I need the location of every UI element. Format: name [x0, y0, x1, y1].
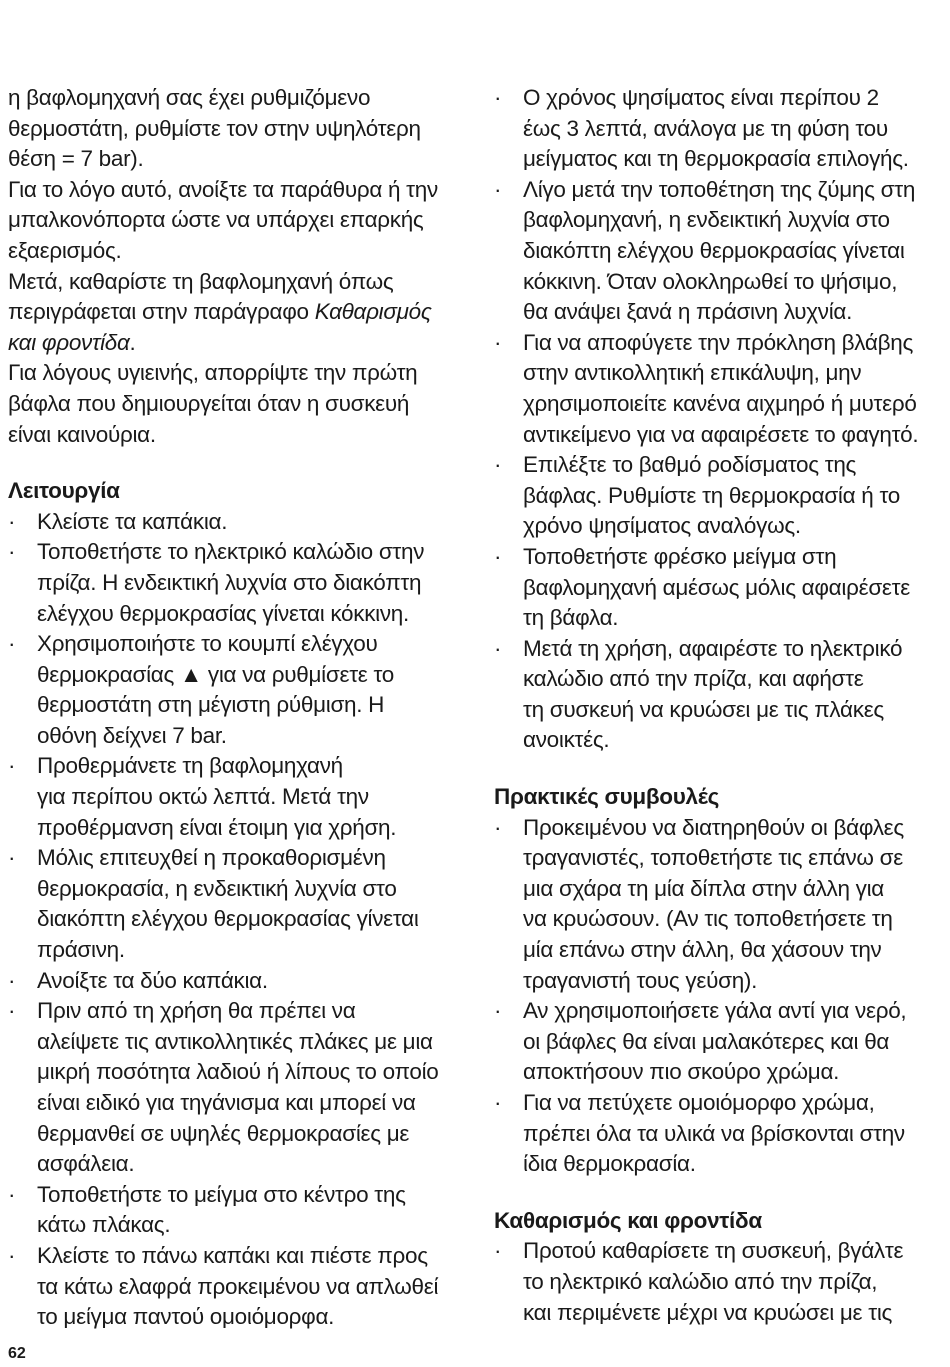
- bullet-icon: ·: [8, 631, 16, 657]
- text-line: θερμανθεί σε υψηλές θερμοκρασίες με: [37, 1120, 410, 1146]
- text-line: χρόνο ψησίματος αναλόγως.: [523, 513, 801, 539]
- text-fragment: .: [129, 329, 136, 355]
- list-item: [494, 634, 934, 756]
- text-line: [8, 330, 136, 355]
- text-line: Για λόγους υγιεινής, απορρίψτε την πρώτη: [8, 360, 418, 386]
- section-heading-operation: Λειτουργία: [8, 478, 120, 504]
- text-line: να κρυώσουν. (Αν τις τοποθετήσετε τη: [523, 906, 893, 932]
- bullet-icon: ·: [494, 543, 502, 569]
- list-item: [8, 537, 458, 629]
- text-line: βαφλομηχανή, η ενδεικτική λυχνία στο: [523, 207, 890, 233]
- bullet-icon: ·: [494, 635, 502, 661]
- bullet-icon: ·: [494, 1090, 502, 1115]
- text-line: μπαλκονόπορτα ώστε να υπάρχει επαρκής: [8, 207, 424, 233]
- text-line: Λίγο μετά την τοποθέτηση της ζύμης στη: [523, 176, 916, 202]
- bullet-icon: ·: [494, 814, 502, 840]
- text-line: Για να πετύχετε ομοιόμορφο χρώμα,: [523, 1090, 875, 1115]
- text-line: εξαερισμός.: [8, 237, 122, 263]
- left-column: [8, 83, 458, 1333]
- text-line: κόκκινη. Όταν ολοκληρωθεί το ψήσιμο,: [523, 268, 898, 294]
- bullet-icon: ·: [8, 508, 16, 534]
- text-line: τη συσκευή να κρυώσει με τις πλάκες: [523, 696, 884, 722]
- text-line: μείγματος και τη θερμοκρασία επιλογής.: [523, 146, 909, 172]
- bullet-icon: ·: [494, 452, 502, 478]
- text-line: Αν χρησιμοποιήσετε γάλα αντί για νερό,: [523, 998, 907, 1024]
- text-line: το μείγμα παντού ομοιόμορφα.: [37, 1304, 335, 1330]
- text-line: το ηλεκτρικό καλώδιο από την πρίζα,: [523, 1268, 878, 1294]
- text-line: Για το λόγο αυτό, ανοίξτε τα παράθυρα ή την: [8, 176, 438, 202]
- list-item: [494, 813, 934, 997]
- bullet-icon: ·: [8, 845, 16, 871]
- list-item: [8, 966, 458, 997]
- text-line: [8, 299, 432, 324]
- text-line: μία επάνω στην άλλη, θα χάσουν την: [523, 937, 882, 963]
- page-number: 62: [8, 1345, 26, 1362]
- list-item: [494, 175, 934, 328]
- text-line: θερμοκρασία, η ενδεικτική λυχνία στο: [37, 875, 397, 901]
- text-line: πρίζα. Η ενδεικτική λυχνία στο διακόπτη: [37, 569, 422, 595]
- text-line: θερμοστάτη, ρυθμίστε τον στην υψηλότερη: [8, 115, 421, 141]
- list-item: [8, 629, 458, 751]
- text-line: Τοποθετήστε το μείγμα στο κέντρο της: [37, 1181, 406, 1207]
- text-line: Προτού καθαρίσετε τη συσκευή, βγάλτε: [523, 1238, 904, 1264]
- text-line: ασφάλεια.: [37, 1151, 135, 1177]
- text-line: προθέρμανση είναι έτοιμη για χρήση.: [37, 814, 397, 840]
- list-item: [8, 843, 458, 965]
- text-line: θερμοστάτη στη μέγιστη ρύθμιση. Η: [37, 692, 385, 718]
- text-line: ελέγχου θερμοκρασίας γίνεται κόκκινη.: [37, 600, 409, 626]
- text-line: τραγανιστή τους γεύση).: [523, 967, 758, 993]
- text-line: θέση = 7 bar).: [8, 146, 144, 172]
- text-line: μικρή ποσότητα λαδιού ή λίπους το οποίο: [37, 1059, 439, 1085]
- list-item: [494, 450, 934, 542]
- text-line: είναι καινούρια.: [8, 421, 156, 447]
- tips-list: [494, 813, 934, 1180]
- text-line: χρησιμοποιείτε κανένα αιχμηρό ή μυτερό: [523, 390, 917, 416]
- bullet-icon: ·: [494, 329, 502, 355]
- text-line: Τοποθετήστε το ηλεκτρικό καλώδιο στην: [37, 539, 425, 565]
- list-item: [494, 83, 934, 175]
- bullet-icon: ·: [494, 998, 502, 1024]
- list-item: [494, 996, 934, 1088]
- list-item: [494, 1236, 934, 1328]
- text-line: κάτω πλάκας.: [37, 1212, 171, 1238]
- bullet-icon: ·: [494, 85, 502, 110]
- text-line: Τοποθετήστε φρέσκο μείγμα στη: [523, 543, 837, 569]
- text-line: Ανοίξτε τα δύο καπάκια.: [37, 967, 268, 993]
- operation-list-continued: [494, 83, 934, 756]
- text-line: Κλείστε το πάνω καπάκι και πιέστε προς: [37, 1242, 428, 1268]
- text-line: στην αντικολλητική επικάλυψη, μην: [523, 360, 862, 386]
- list-item: [494, 542, 934, 634]
- text-line: πρέπει όλα τα υλικά να βρίσκονται στην: [523, 1120, 905, 1146]
- text-line: Μόλις επιτευχθεί η προκαθορισμένη: [37, 845, 386, 871]
- text-line: τραγανιστές, τοποθετήστε τις επάνω σε: [523, 845, 903, 871]
- cleaning-list: [494, 1236, 934, 1328]
- text-line: βαφλομηχανή αμέσως μόλις αφαιρέσετε: [523, 574, 910, 600]
- bullet-icon: ·: [494, 176, 502, 202]
- bullet-icon: ·: [8, 967, 16, 993]
- text-line: βάφλας. Ρυθμίστε τη θερμοκρασία ή το: [523, 482, 900, 508]
- list-item: [8, 996, 458, 1180]
- text-line: οι βάφλες θα είναι μαλακότερες και θα: [523, 1028, 890, 1054]
- text-line: διακόπτη ελέγχου θερμοκρασίας γίνεται: [523, 237, 905, 263]
- list-item: [494, 1088, 934, 1180]
- text-line: ίδια θερμοκρασία.: [523, 1151, 696, 1177]
- list-item: [8, 507, 458, 538]
- text-line: Προκειμένου να διατηρηθούν οι βάφλες: [523, 814, 904, 840]
- text-line: αποκτήσουν πιο σκούρο χρώμα.: [523, 1059, 840, 1085]
- section-heading-tips: Πρακτικές συμβουλές: [494, 784, 719, 810]
- text-line: αντικείμενο για να αφαιρέσετε το φαγητό.: [523, 421, 919, 447]
- text-line: είναι ειδικό για τηγάνισμα και μπορεί να: [37, 1090, 416, 1115]
- text-line: βάφλα που δημιουργείται όταν η συσκευή: [8, 390, 410, 416]
- section-heading-cleaning: Καθαρισμός και φροντίδα: [494, 1207, 762, 1233]
- text-line: καλώδιο από την πρίζα, και αφήστε: [523, 666, 864, 692]
- bullet-icon: ·: [8, 1181, 16, 1207]
- list-item: [8, 1180, 458, 1241]
- text-line: ανοικτές.: [523, 727, 610, 753]
- bullet-icon: ·: [8, 998, 16, 1024]
- text-line: Μετά, καθαρίστε τη βαφλομηχανή όπως: [8, 268, 394, 294]
- text-line: και περιμένετε μέχρι να κρυώσει με τις: [523, 1299, 893, 1325]
- text-line: θερμοκρασίας ▲ για να ρυθμίσετε το: [37, 661, 394, 687]
- text-line: πράσινη.: [37, 937, 125, 963]
- text-line: Ο χρόνος ψησίματος είναι περίπου 2: [523, 85, 879, 110]
- text-line: διακόπτη ελέγχου θερμοκρασίας γίνεται: [37, 906, 419, 932]
- text-line: Επιλέξτε το βαθμό ροδίσματος της: [523, 452, 857, 478]
- text-line: μια σχάρα τη μία δίπλα στην άλλη για: [523, 875, 884, 901]
- operation-list: [8, 507, 458, 1333]
- text-line: Μετά τη χρήση, αφαιρέστε το ηλεκτρικό: [523, 635, 903, 661]
- text-line: Πριν από τη χρήση θα πρέπει να: [37, 998, 356, 1024]
- text-fragment: περιγράφεται στην παράγραφο: [8, 299, 315, 325]
- bullet-icon: ·: [494, 1238, 502, 1264]
- text-line: Προθερμάνετε τη βαφλομηχανή: [37, 753, 343, 779]
- bullet-icon: ·: [8, 1242, 16, 1268]
- text-line: θα ανάψει ξανά η πράσινη λυχνία.: [523, 299, 853, 325]
- text-line: τη βάφλα.: [523, 605, 619, 631]
- bullet-icon: ·: [8, 753, 16, 779]
- text-line: τα κάτω ελαφρά προκειμένου να απλωθεί: [37, 1273, 439, 1299]
- list-item: [8, 1241, 458, 1333]
- intro-paragraph: [8, 83, 458, 450]
- list-item: [494, 328, 934, 450]
- list-item: [8, 751, 458, 843]
- text-line: για περίπου οκτώ λεπτά. Μετά την: [37, 784, 369, 810]
- text-line: αλείψετε τις αντικολλητικές πλάκες με μια: [37, 1028, 433, 1054]
- text-line: Χρησιμοποιήστε το κουμπί ελέγχου: [37, 631, 378, 657]
- section-reference: Καθαρισμός: [314, 299, 432, 325]
- text-line: έως 3 λεπτά, ανάλογα με τη φύση του: [523, 115, 888, 141]
- text-line: οθόνη δείχνει 7 bar.: [37, 722, 227, 748]
- text-line: Κλείστε τα καπάκια.: [37, 508, 228, 534]
- right-column: [494, 83, 934, 1328]
- bullet-icon: ·: [8, 539, 16, 565]
- section-reference: και φροντίδα: [8, 329, 130, 355]
- text-line: Για να αποφύγετε την πρόκληση βλάβης: [523, 329, 914, 355]
- text-line: η βαφλομηχανή σας έχει ρυθμιζόμενο: [8, 85, 371, 110]
